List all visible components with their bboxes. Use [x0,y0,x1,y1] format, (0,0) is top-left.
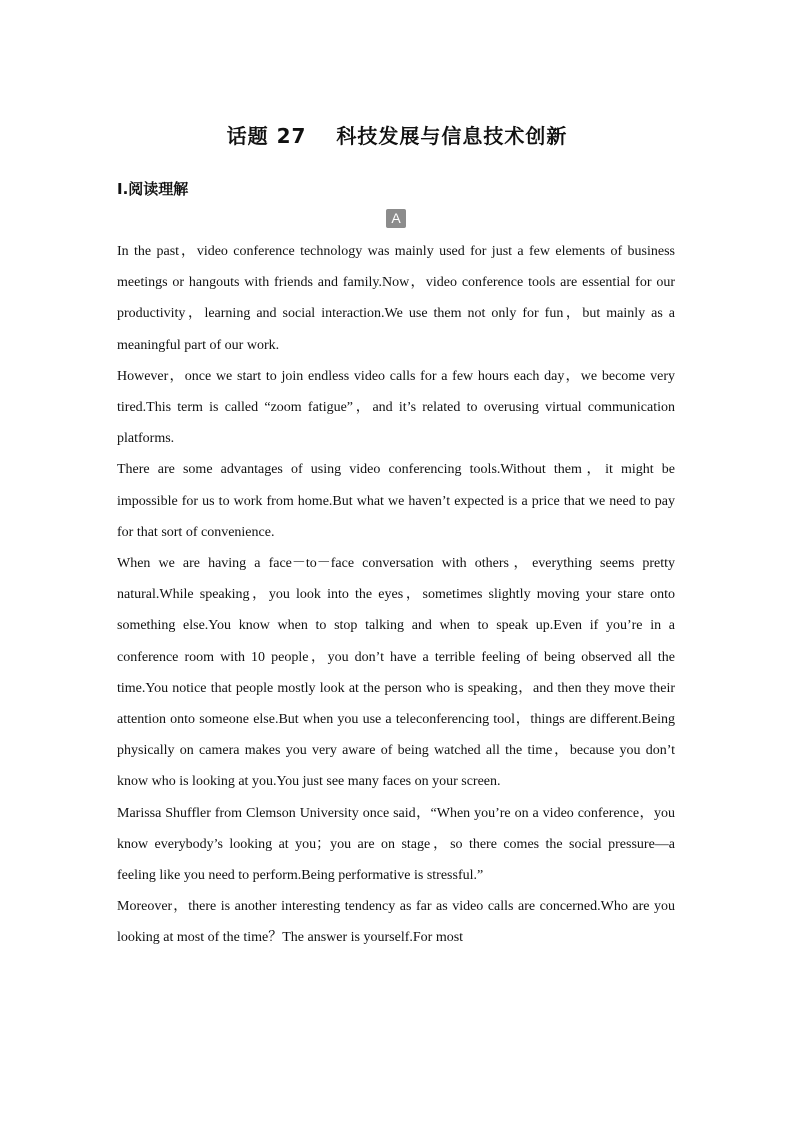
title-text: 科技发展与信息技术创新 [336,124,568,148]
paragraph-6: Moreover，there is another interesting tendency as far as video calls are concerned.Who are you looking at most of the time？The answer is yourself.For most [117,899,675,946]
passage-body [117,236,675,954]
paragraph-4: When we are having a face－to－face conversation with others，everything seems pretty natural.While speaking，you look into the eyes，sometimes slightly moving your stare onto something else.You know when to stop talking and when to speak up.Even if you’re in a conference room with 10 people，you don’t have a terrible feeling of being observed all the time.You notice that people mostly look at the person who is speaking，and then they move their attention onto someone else.But when you use a teleconferencing tool，things are different.Being physically on camera makes you very aware of being watched all the time，because you don’t know who is looking at you.You just see many faces on your screen. [117,556,675,790]
title-number: 27 [276,124,307,148]
passage-badge: A [386,209,406,228]
paragraph-3: There are some advantages of using video conferencing tools.Without them，it might be impossible for us to work from home.But what we haven’t expected is a price that we need to pay for that sort of convenience. [117,462,675,540]
page-title [0,120,794,149]
paragraph-5: Marissa Shuffler from Clemson University once said，“When you’re on a video conference，you know everybody’s looking at you；you are on stage，so there comes the social pressure—a feeling like you need to perform.Being performative is stressful.” [117,805,675,884]
section-heading: Ⅰ.阅读理解 [117,180,189,198]
paragraph-2: However，once we start to join endless video calls for a few hours each day，we become very tired.This term is called “zoom fatigue”，and it’s related to overusing virtual communication platforms. [117,368,675,447]
paragraph-1: In the past，video conference technology was mainly used for just a few elements of business meetings or hangouts with friends and family.Now，video conference tools are essential for our productivity，learning and social interaction.We use them not only for fun，but mainly as a meaningful part of our work. [117,244,675,353]
title-prefix: 话题 [226,124,269,148]
